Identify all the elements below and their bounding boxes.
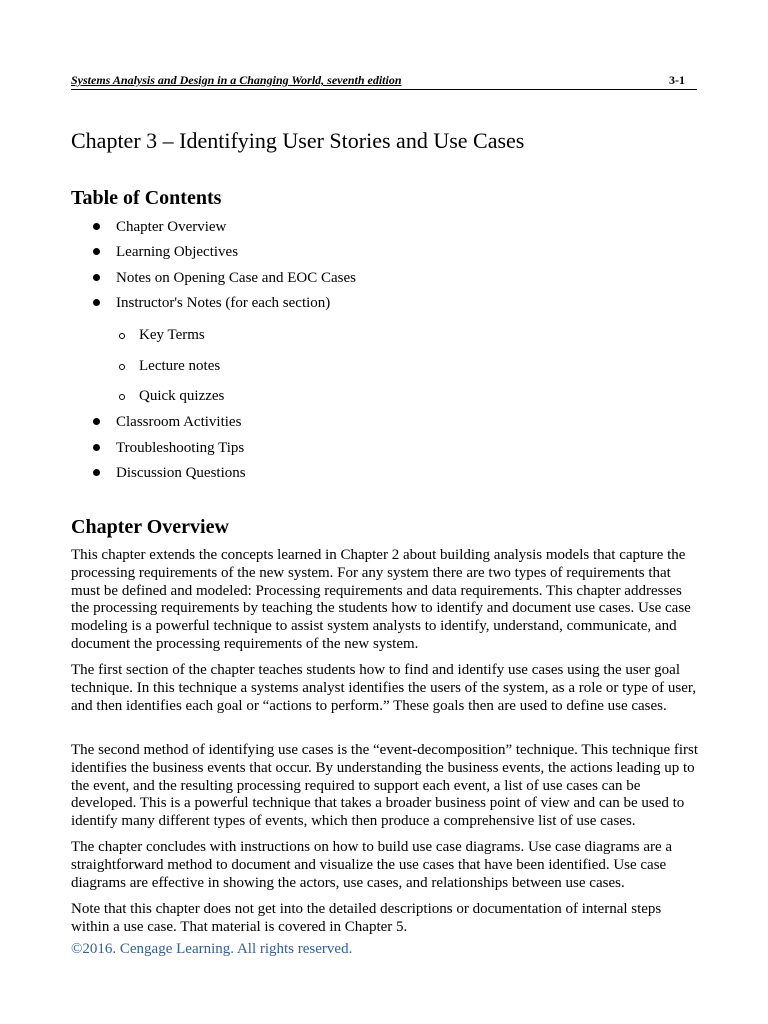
toc-subitem-lecture-notes — [139, 358, 220, 375]
toc-item-label: Discussion Questions — [116, 465, 246, 481]
toc-item-instructors-notes — [116, 295, 330, 312]
bullet-icon — [93, 469, 100, 476]
toc-item-label: Key Terms — [139, 327, 205, 343]
bullet-icon — [93, 248, 100, 255]
bullet-icon — [93, 299, 100, 306]
bullet-icon — [93, 444, 100, 451]
toc-item-label: Quick quizzes — [139, 388, 225, 404]
overview-paragraph: This chapter extends the concepts learned in Chapter 2 about building analysis models that capture the processing requirements of the new system. For any system there are two types of requirements that must be defined and modeled: Processing requirements and data requirements. This chapter addresses the processing requirements by teaching the students how to identify and document use cases. Use case modeling is a powerful technique to assist system analysts to identify, understand, communicate, and document the processing requirements of the new system. — [71, 547, 691, 652]
hollow-bullet-icon — [119, 364, 125, 370]
toc-item-label: Lecture notes — [139, 358, 221, 374]
copyright-footer: ©2016. Cengage Learning. All rights reserved. — [71, 941, 353, 957]
toc-item-label: Chapter Overview — [116, 219, 227, 235]
hollow-bullet-icon — [119, 394, 125, 400]
hollow-bullet-icon — [119, 333, 125, 339]
running-header — [71, 73, 697, 90]
overview-paragraph: The first section of the chapter teaches students how to find and identify use cases using the user goal technique. In this technique a systems analyst identifies the users of the system, as a role or type of user, and then identifies each goal or “actions to perform.” These goals then are used to define use cases. — [71, 662, 697, 714]
toc-item-label: Instructor's Notes (for each section) — [116, 295, 331, 311]
toc-item-classroom-activities — [116, 414, 241, 431]
toc-item-label: Classroom Activities — [116, 414, 242, 430]
toc-item-troubleshooting-tips — [116, 440, 244, 457]
overview-paragraph: The chapter concludes with instructions on how to build use case diagrams. Use case diagrams are a straightforward method to document and visualize the use cases that have been identified. Use case diagrams are effective in showing the actors, use cases, and relationships between use cases. — [71, 839, 673, 891]
toc-heading: Table of Contents — [71, 187, 222, 209]
bullet-icon — [93, 223, 100, 230]
toc-item-label: Learning Objectives — [116, 244, 239, 260]
book-title: Systems Analysis and Design in a Changing World, seventh edition — [71, 73, 402, 87]
overview-paragraph: Note that this chapter does not get into the detailed descriptions or documentation of internal steps within a use case. That material is covered in Chapter 5. — [71, 901, 662, 935]
chapter-title: Chapter 3 – Identifying User Stories and Use Cases — [71, 128, 525, 153]
page-number: 3-1 — [669, 73, 685, 87]
toc-item-discussion-questions — [116, 465, 246, 482]
toc-subitem-key-terms — [139, 327, 205, 344]
toc-item-opening-case — [116, 270, 356, 287]
toc-item-label: Notes on Opening Case and EOC Cases — [116, 270, 356, 286]
toc-subitem-quick-quizzes — [139, 388, 224, 405]
toc-item-learning-objectives — [116, 244, 238, 261]
toc-item-label: Troubleshooting Tips — [116, 440, 245, 456]
overview-heading: Chapter Overview — [71, 516, 229, 538]
bullet-icon — [93, 274, 100, 281]
overview-paragraph: The second method of identifying use cases is the “event-decomposition” technique. This technique first identifies the business events that occur. By understanding the business events, the actions leading up to the event, and the resulting processing required to support each event, a list of use cases can be developed. This is a powerful technique that takes a broader business point of view and can be used to identify many different types of events, which then produce a comprehensive list of use cases. — [71, 742, 699, 830]
bullet-icon — [93, 418, 100, 425]
toc-item-chapter-overview — [116, 219, 226, 236]
